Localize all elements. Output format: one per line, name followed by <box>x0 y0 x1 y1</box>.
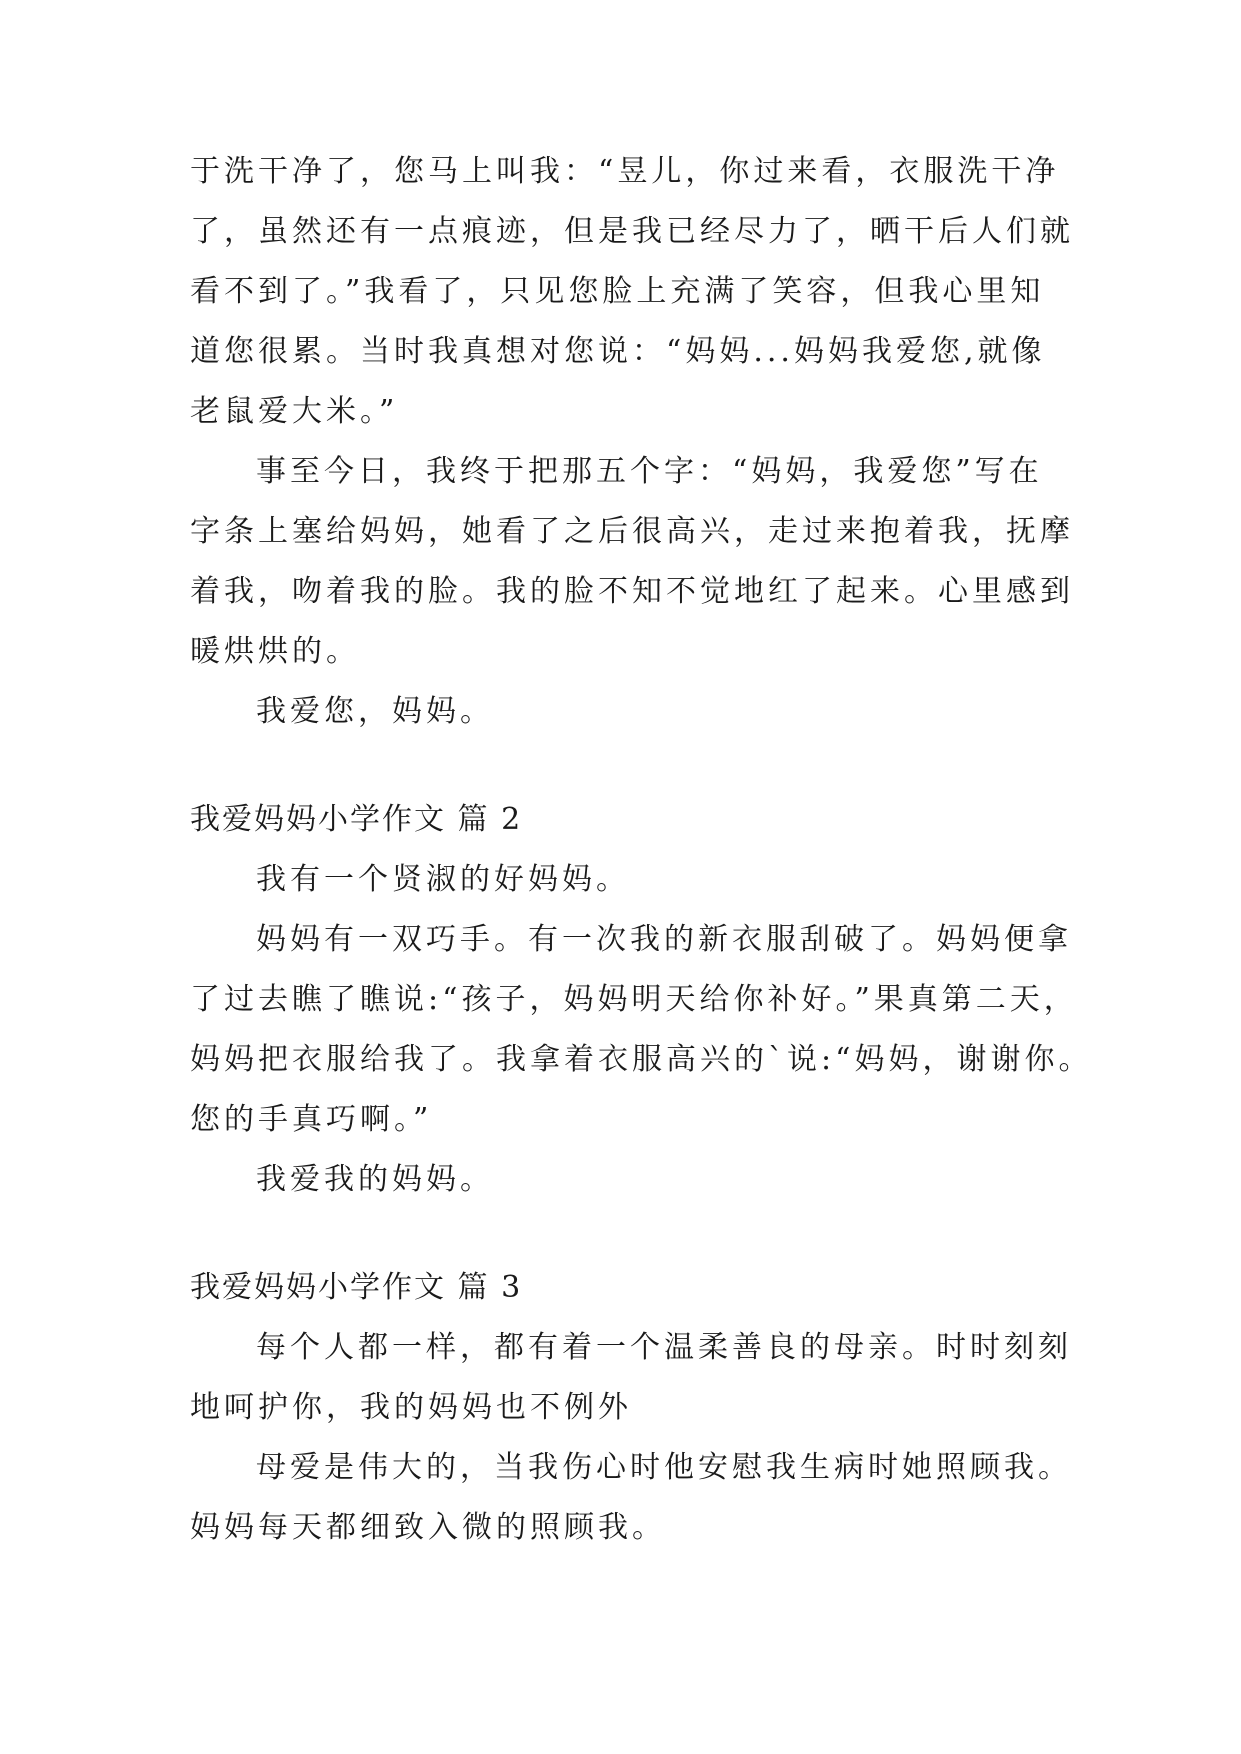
text-line: 地呵护你，我的妈妈也不例外 <box>190 1390 632 1425</box>
text-line: 您的手真巧啊。” <box>190 1102 433 1137</box>
text-line: 字条上塞给妈妈，她看了之后很高兴，走过来抱着我，抚摩 <box>190 514 1074 549</box>
text-line: 于洗干净了，您马上叫我：“昱儿，你过来看，衣服洗干净 <box>190 154 1060 189</box>
section-heading: 我爱妈妈小学作文 篇 3 <box>190 1270 523 1305</box>
text-line: 道您很累。当时我真想对您说：“妈妈...妈妈我爱您,就像 <box>190 334 1046 369</box>
section-heading: 我爱妈妈小学作文 篇 2 <box>190 802 523 837</box>
text-line: 妈妈每天都细致入微的照顾我。 <box>190 1510 666 1545</box>
text-line: 了过去瞧了瞧说:“孩子，妈妈明天给你补好。”果真第二天， <box>190 982 1078 1017</box>
text-line: 每个人都一样，都有着一个温柔善良的母亲。时时刻刻 <box>256 1330 1072 1365</box>
text-line: 事至今日，我终于把那五个字：“妈妈，我爱您”写在 <box>256 454 1043 489</box>
text-line: 了，虽然还有一点痕迹，但是我已经尽力了，晒干后人们就 <box>190 214 1074 249</box>
text-line: 看不到了。”我看了，只见您脸上充满了笑容，但我心里知 <box>190 274 1045 309</box>
text-line: 妈妈有一双巧手。有一次我的新衣服刮破了。妈妈便拿 <box>256 922 1072 957</box>
text-line: 我爱您，妈妈。 <box>256 694 494 729</box>
text-line: 暖烘烘的。 <box>190 634 360 669</box>
text-line: 妈妈把衣服给我了。我拿着衣服高兴的`说:“妈妈，谢谢你。 <box>190 1042 1093 1077</box>
text-line: 老鼠爱大米。” <box>190 394 399 429</box>
text-line: 着我，吻着我的脸。我的脸不知不觉地红了起来。心里感到 <box>190 574 1074 609</box>
text-line: 我有一个贤淑的好妈妈。 <box>256 862 630 897</box>
text-line: 母爱是伟大的，当我伤心时他安慰我生病时她照顾我。 <box>256 1450 1072 1485</box>
text-line: 我爱我的妈妈。 <box>256 1162 494 1197</box>
